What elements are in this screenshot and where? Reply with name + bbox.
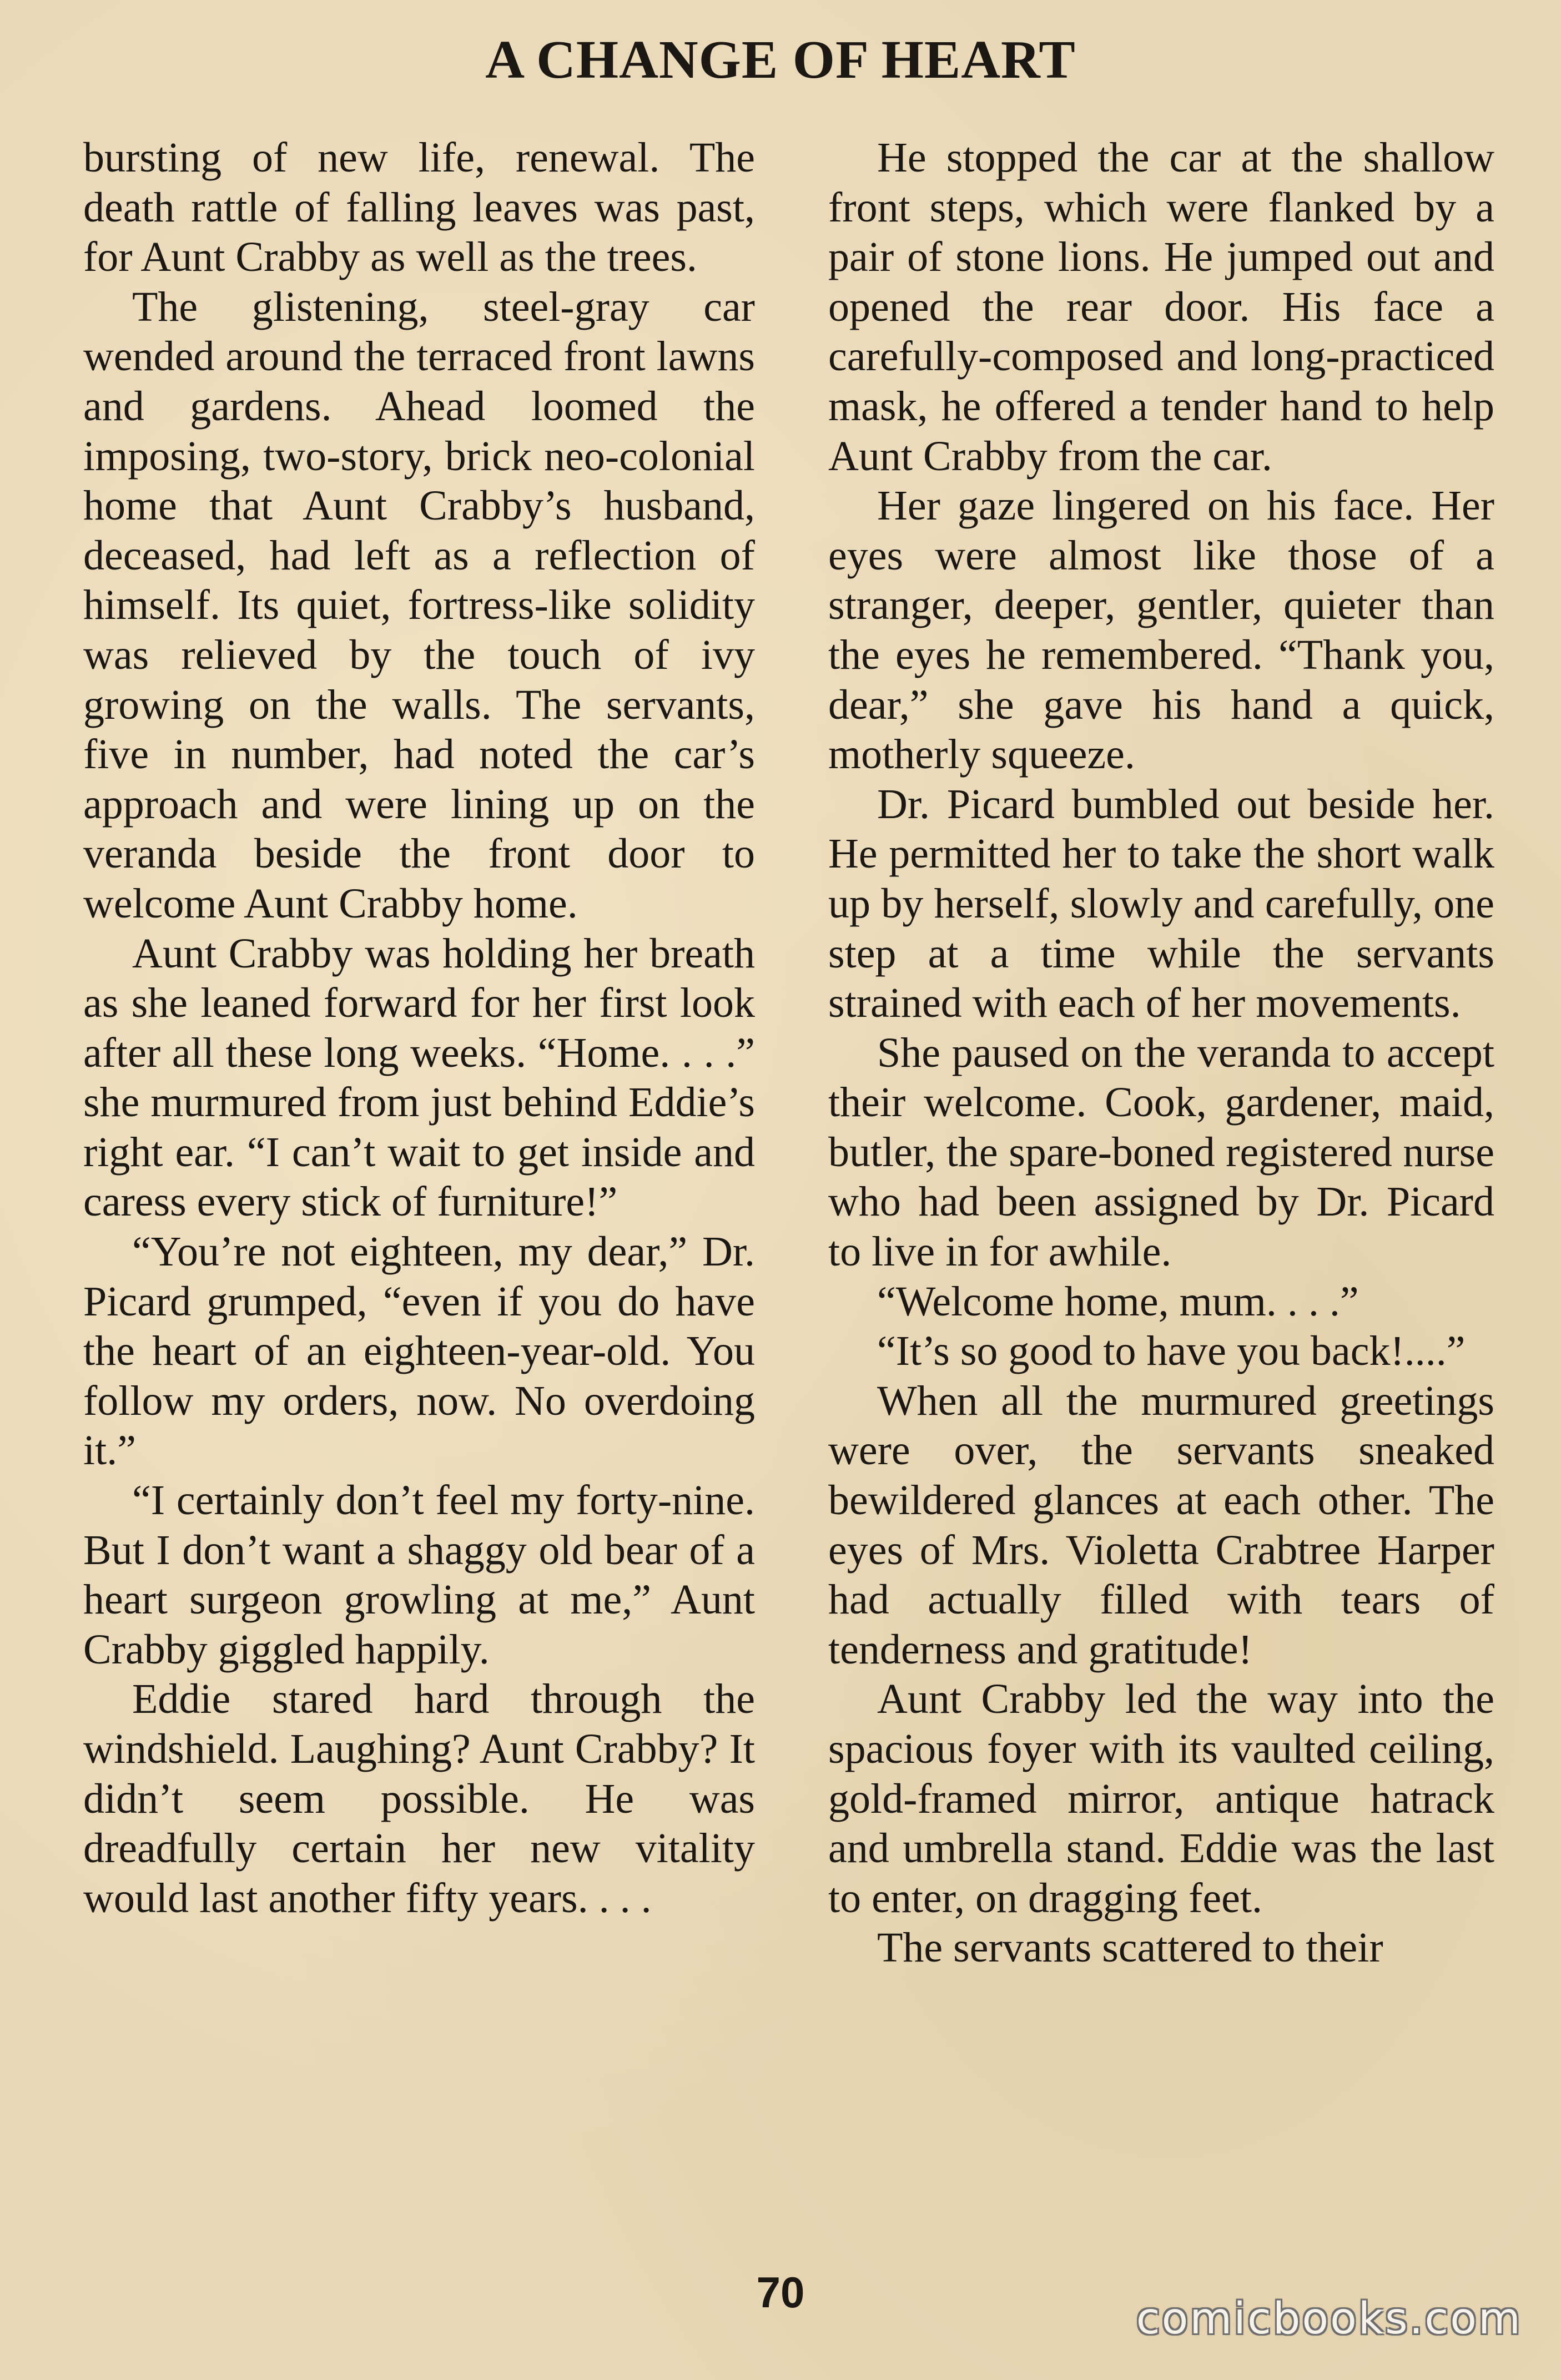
paragraph: She paused on the veranda to accept their welcome. Cook, gardener, maid, butler, the spare-boned registered nurse who had been assigned by Dr. Picard to live in for awhile. [828,1029,1494,1275]
page-number: 70 [756,2268,805,2317]
page-title: A CHANGE OF HEART [485,30,1076,90]
paragraph: “You’re not eighteen, my dear,” Dr. Picard grumped, “even if you do have the heart of an eighteen-year-old. You follow my orders, now. No overdoing it.” [83,1228,755,1474]
paragraph: “Welcome home, mum. . . .” [877,1278,1359,1325]
paragraph: Aunt Crabby was holding her breath as she leaned forward for her first look after all these long weeks. “Home. . . .” she murmured from just behind Eddie’s right ear. “I can’t wait to get inside and caress every stick of furniture!” [83,930,755,1226]
paragraph: When all the murmured greetings were over, the servants sneaked bewildered glances at each other. The eyes of Mrs. Violetta Crabtree Harper had actually filled with tears of tenderness and gratitude! [828,1377,1494,1673]
paragraph: Her gaze lingered on his face. Her eyes were almost like those of a stranger, deeper, gentler, quieter than the eyes he remembered. “Thank you, dear,” she gave his hand a quick, motherly squeeze. [828,482,1494,778]
paragraph: Aunt Crabby led the way into the spacious foyer with its vaulted ceiling, gold-framed mirror, antique hatrack and umbrella stand. Eddie was the last to enter, on dragging feet. [828,1676,1494,1922]
paragraph: “It’s so good to have you back!....” [877,1328,1466,1375]
paragraph: Dr. Picard bumbled out beside her. He permitted her to take the short walk up by herself, slowly and carefully, one step at a time while the servants strained with each of her movements. [828,780,1494,1027]
watermark-logo: comicbooks.com [1136,2294,1522,2344]
left-column [83,133,755,1923]
paragraph: “I certainly don’t feel my forty-nine. But I don’t want a shaggy old bear of a heart surgeon growling at me,” Aunt Crabby giggled happily. [83,1477,755,1673]
right-column [828,133,1494,1973]
paragraph: Eddie stared hard through the windshield. Laughing? Aunt Crabby? It didn’t seem possible. He was dreadfully certain her new vitality would last another fifty years. . . . [83,1676,755,1922]
paragraph: The glistening, steel-gray car wended around the terraced front lawns and gardens. Ahead loomed the imposing, two-story, brick neo-colonial home that Aunt Crabby’s husband, deceased, had left as a reflection of himself. Its quiet, fortress-like solidity was relieved by the touch of ivy growing on the walls. The servants, five in number, had noted the car’s approach and were lining up on the veranda beside the front door to welcome Aunt Crabby home. [83,283,755,927]
paragraph: The servants scattered to their [877,1924,1383,1971]
paragraph: He stopped the car at the shallow front steps, which were flanked by a pair of stone lions. He jumped out and opened the rear door. His face a carefully-composed and long-practiced mask, he offered a tender hand to help Aunt Crabby from the car. [828,134,1494,480]
paragraph: bursting of new life, renewal. The death rattle of falling leaves was past, for Aunt Crabby as well as the trees. [83,134,755,281]
